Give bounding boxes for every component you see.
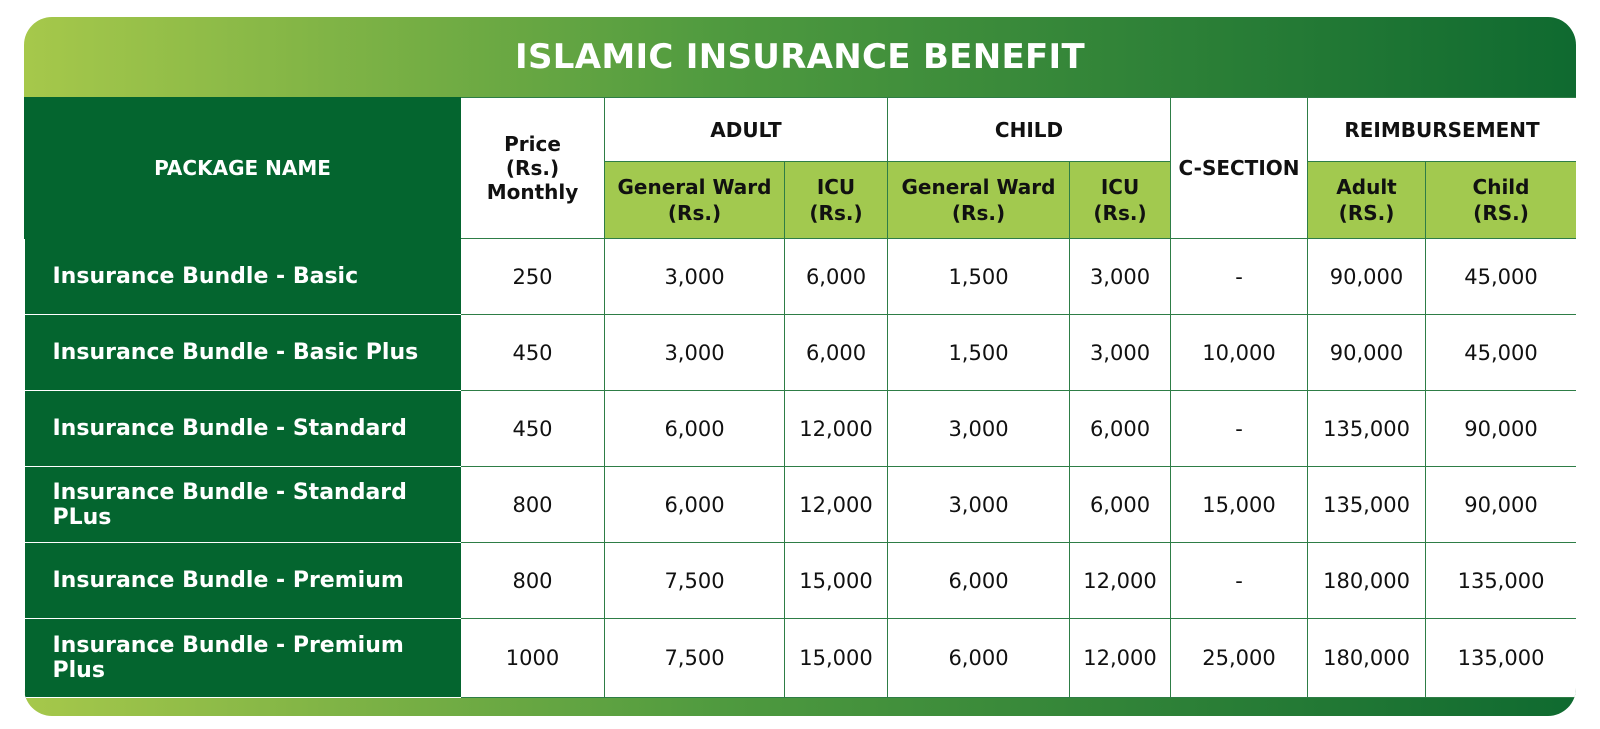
- header-adult-general-ward-label: General Ward: [617, 175, 772, 199]
- header-reimbursement: REIMBURSEMENT: [1308, 98, 1576, 162]
- c-section-cell: -: [1171, 391, 1308, 467]
- package-name-cell: Insurance Bundle - Basic Plus: [25, 315, 461, 391]
- header-adult: ADULT: [605, 98, 888, 162]
- child-general-ward-cell: 6,000: [888, 543, 1070, 619]
- child-icu-cell: 3,000: [1070, 239, 1171, 315]
- reimbursement-child-cell: 135,000: [1426, 543, 1576, 619]
- adult-icu-cell: 15,000: [785, 619, 888, 698]
- header-child-general-ward-label: General Ward: [901, 175, 1056, 199]
- header-adult-icu-label: ICU: [816, 175, 856, 199]
- benefit-table: [24, 97, 1576, 698]
- price-cell: 250: [461, 239, 605, 315]
- header-reimbursement-child: [1426, 162, 1576, 239]
- table-row: [25, 467, 1577, 543]
- adult-general-ward-cell: 7,500: [605, 619, 785, 698]
- header-adult-general-ward-unit: (Rs.): [667, 201, 722, 225]
- price-cell: 450: [461, 315, 605, 391]
- c-section-cell: -: [1171, 239, 1308, 315]
- child-general-ward-cell: 1,500: [888, 239, 1070, 315]
- header-child-general-ward: [888, 162, 1070, 239]
- package-name-cell: Insurance Bundle - Premium Plus: [25, 619, 461, 698]
- header-price-line-2: (Rs.): [505, 156, 560, 180]
- adult-icu-cell: 15,000: [785, 543, 888, 619]
- table-row: [25, 543, 1577, 619]
- c-section-cell: 15,000: [1171, 467, 1308, 543]
- reimbursement-adult-cell: 90,000: [1308, 315, 1426, 391]
- price-cell: 450: [461, 391, 605, 467]
- adult-general-ward-cell: 3,000: [605, 239, 785, 315]
- child-icu-cell: 12,000: [1070, 619, 1171, 698]
- adult-general-ward-cell: 3,000: [605, 315, 785, 391]
- adult-icu-cell: 12,000: [785, 391, 888, 467]
- header-child-general-ward-unit: (Rs.): [951, 201, 1006, 225]
- child-general-ward-cell: 3,000: [888, 391, 1070, 467]
- child-general-ward-cell: 3,000: [888, 467, 1070, 543]
- adult-icu-cell: 6,000: [785, 239, 888, 315]
- header-c-section: C-SECTION: [1171, 98, 1308, 239]
- header-adult-general-ward: [605, 162, 785, 239]
- price-cell: 800: [461, 543, 605, 619]
- header-reimbursement-adult-label: Adult: [1336, 175, 1397, 199]
- reimbursement-adult-cell: 180,000: [1308, 543, 1426, 619]
- header-adult-icu-unit: (Rs.): [809, 201, 863, 225]
- header-child: CHILD: [888, 98, 1171, 162]
- header-reimbursement-child-label: Child: [1472, 175, 1530, 199]
- header-child-icu: [1070, 162, 1171, 239]
- table-row: [25, 239, 1577, 315]
- header-price-line-3: Monthly: [486, 180, 579, 204]
- reimbursement-adult-cell: 135,000: [1308, 391, 1426, 467]
- price-cell: 1000: [461, 619, 605, 698]
- child-general-ward-cell: 6,000: [888, 619, 1070, 698]
- reimbursement-adult-cell: 180,000: [1308, 619, 1426, 698]
- reimbursement-child-cell: 45,000: [1426, 315, 1576, 391]
- header-price-line-1: Price: [504, 132, 561, 156]
- reimbursement-child-cell: 135,000: [1426, 619, 1576, 698]
- package-name-cell: Insurance Bundle - Standard PLus: [25, 467, 461, 543]
- header-adult-icu: [785, 162, 888, 239]
- adult-general-ward-cell: 6,000: [605, 391, 785, 467]
- adult-icu-cell: 6,000: [785, 315, 888, 391]
- reimbursement-child-cell: 90,000: [1426, 467, 1576, 543]
- header-child-icu-unit: (Rs.): [1093, 201, 1147, 225]
- child-icu-cell: 6,000: [1070, 391, 1171, 467]
- header-reimbursement-adult: [1308, 162, 1426, 239]
- package-name-cell: Insurance Bundle - Premium: [25, 543, 461, 619]
- header-package-name: PACKAGE NAME: [25, 98, 461, 239]
- reimbursement-child-cell: 90,000: [1426, 391, 1576, 467]
- package-name-cell: Insurance Bundle - Standard: [25, 391, 461, 467]
- c-section-cell: -: [1171, 543, 1308, 619]
- child-icu-cell: 12,000: [1070, 543, 1171, 619]
- reimbursement-adult-cell: 135,000: [1308, 467, 1426, 543]
- adult-general-ward-cell: 6,000: [605, 467, 785, 543]
- page-title: ISLAMIC INSURANCE BENEFIT: [515, 37, 1085, 77]
- header-price: [461, 98, 605, 239]
- adult-general-ward-cell: 7,500: [605, 543, 785, 619]
- header-reimbursement-child-unit: (RS.): [1473, 201, 1529, 225]
- reimbursement-child-cell: 45,000: [1426, 239, 1576, 315]
- reimbursement-adult-cell: 90,000: [1308, 239, 1426, 315]
- price-cell: 800: [461, 467, 605, 543]
- adult-icu-cell: 12,000: [785, 467, 888, 543]
- table-row: [25, 315, 1577, 391]
- c-section-cell: 10,000: [1171, 315, 1308, 391]
- header-child-icu-label: ICU: [1100, 175, 1140, 199]
- insurance-benefit-card: [24, 17, 1576, 716]
- child-icu-cell: 6,000: [1070, 467, 1171, 543]
- header-reimbursement-adult-unit: (RS.): [1338, 201, 1395, 225]
- c-section-cell: 25,000: [1171, 619, 1308, 698]
- child-icu-cell: 3,000: [1070, 315, 1171, 391]
- package-name-cell: Insurance Bundle - Basic: [25, 239, 461, 315]
- table-row: [25, 619, 1577, 698]
- child-general-ward-cell: 1,500: [888, 315, 1070, 391]
- table-row: [25, 391, 1577, 467]
